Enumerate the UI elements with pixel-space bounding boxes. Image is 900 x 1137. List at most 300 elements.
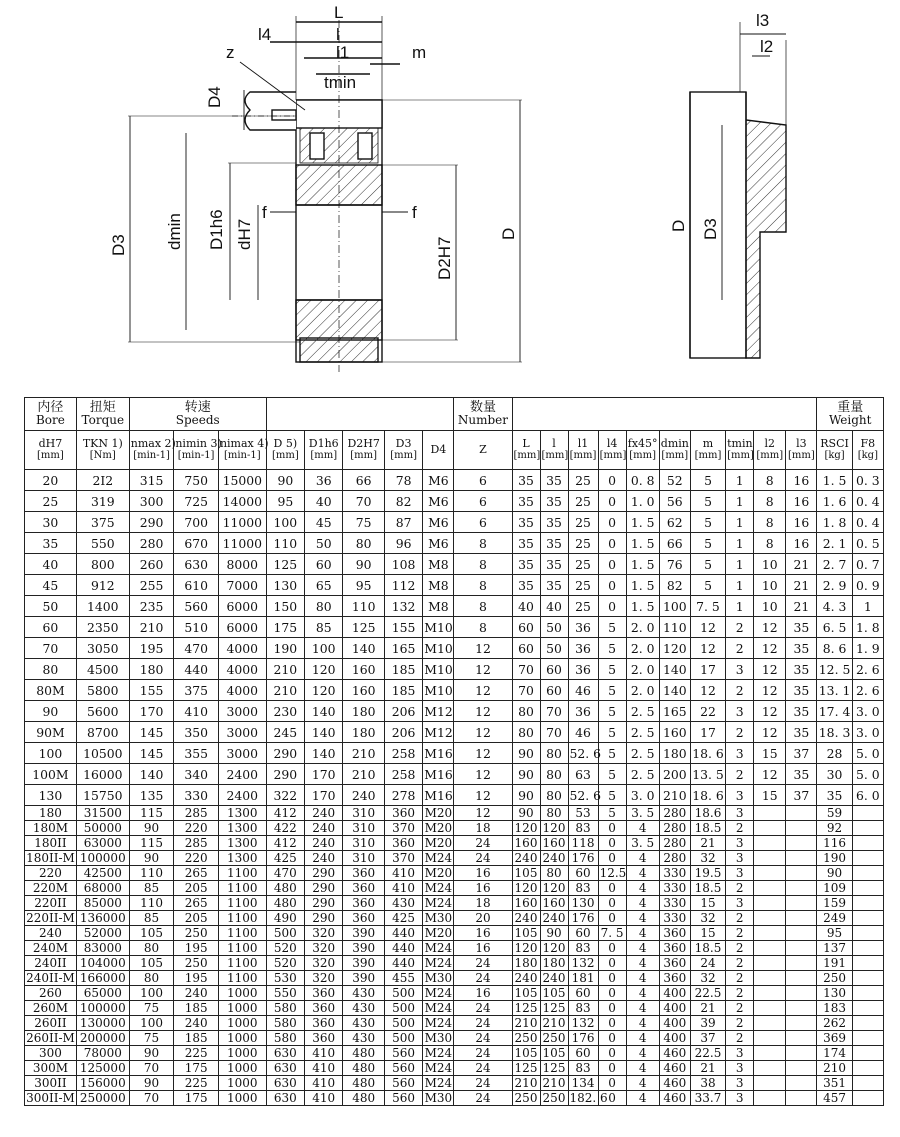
table-cell: 155	[384, 617, 422, 638]
table-cell: 120	[540, 821, 568, 836]
table-cell: 2	[726, 821, 754, 836]
table-cell: 290	[266, 764, 304, 785]
table-cell: 440	[384, 926, 422, 941]
table-cell: 150	[266, 596, 304, 617]
table-cell: 40	[540, 596, 568, 617]
table-cell: 3. 0	[852, 722, 883, 743]
table-cell: 4	[626, 971, 659, 986]
table-cell: 4	[626, 956, 659, 971]
table-cell: 87	[384, 512, 422, 533]
table-cell: 120	[540, 881, 568, 896]
table-cell: 457	[817, 1091, 852, 1106]
table-cell: 220II	[25, 896, 77, 911]
table-cell: 180	[540, 956, 568, 971]
table-cell: 115	[129, 836, 174, 851]
table-cell: 440	[384, 956, 422, 971]
table-cell: 1000	[218, 1031, 266, 1046]
table-row	[25, 1076, 884, 1091]
table-cell	[852, 1031, 883, 1046]
table-cell: 560	[384, 1046, 422, 1061]
table-cell: 1000	[218, 986, 266, 1001]
table-cell: 4	[626, 896, 659, 911]
table-cell: 195	[174, 941, 219, 956]
table-cell: 725	[174, 491, 219, 512]
table-row	[25, 1016, 884, 1031]
table-cell: 116	[817, 836, 852, 851]
table-cell	[786, 941, 817, 956]
table-cell: 45	[305, 512, 343, 533]
table-cell: 2	[726, 881, 754, 896]
table-cell: 3000	[218, 722, 266, 743]
table-cell: 110	[129, 866, 174, 881]
table-cell: 2. 5	[626, 701, 659, 722]
table-cell: 0. 5	[852, 533, 883, 554]
table-cell: 90	[512, 743, 540, 764]
table-cell: 1300	[218, 836, 266, 851]
table-cell: 50	[540, 638, 568, 659]
table-cell: 580	[266, 1016, 304, 1031]
table-cell: 36	[568, 638, 598, 659]
table-cell: 110	[129, 896, 174, 911]
table-cell: 580	[266, 1001, 304, 1016]
table-cell: 4	[626, 926, 659, 941]
table-cell: 225	[174, 1046, 219, 1061]
table-cell: 265	[174, 866, 219, 881]
table-cell	[852, 1046, 883, 1061]
table-cell: 35	[512, 554, 540, 575]
table-cell: 220	[174, 821, 219, 836]
table-cell: 75	[129, 1001, 174, 1016]
table-row	[25, 971, 884, 986]
table-cell: 137	[817, 941, 852, 956]
table-cell: 18. 3	[817, 722, 852, 743]
table-cell: 53	[568, 806, 598, 821]
table-cell: 165	[384, 638, 422, 659]
table-cell: 38	[690, 1076, 725, 1091]
table-cell: 351	[817, 1076, 852, 1091]
table-cell: 15000	[218, 470, 266, 491]
table-cell: 205	[174, 911, 219, 926]
table-cell: 36	[568, 701, 598, 722]
table-cell: 240	[540, 851, 568, 866]
table-cell: 210	[659, 785, 690, 806]
table-cell: 35	[786, 701, 817, 722]
table-cell: 24	[454, 836, 512, 851]
table-cell: 280	[659, 821, 690, 836]
table-cell: 3	[726, 1046, 754, 1061]
table-cell: 92	[817, 821, 852, 836]
table-cell: 39	[690, 1016, 725, 1031]
label-L: L	[334, 3, 344, 22]
table-row	[25, 554, 884, 575]
table-cell: M12	[423, 701, 454, 722]
table-cell: 90	[512, 785, 540, 806]
table-row	[25, 896, 884, 911]
table-cell: 2	[726, 926, 754, 941]
table-cell: 210	[540, 1016, 568, 1031]
table-cell: 1	[726, 596, 754, 617]
table-cell: 0	[598, 1046, 626, 1061]
table-cell: 83	[568, 1001, 598, 1016]
table-cell: 85	[129, 881, 174, 896]
spec-body	[25, 470, 884, 1106]
table-cell: 35	[786, 659, 817, 680]
table-cell: 18. 6	[690, 785, 725, 806]
table-cell: M16	[423, 764, 454, 785]
table-cell: 1. 5	[626, 596, 659, 617]
table-cell: 3050	[76, 638, 129, 659]
table-cell: 6	[454, 491, 512, 512]
table-cell	[852, 956, 883, 971]
table-cell: 90	[817, 866, 852, 881]
table-cell	[786, 986, 817, 1001]
table-cell: 5. 0	[852, 743, 883, 764]
table-cell: 160	[512, 836, 540, 851]
table-cell: 912	[76, 575, 129, 596]
table-cell: 100	[129, 1016, 174, 1031]
table-cell: 310	[343, 821, 384, 836]
table-cell: 80	[305, 596, 343, 617]
table-cell: 60	[25, 617, 77, 638]
table-cell: 8	[754, 491, 786, 512]
table-row	[25, 911, 884, 926]
column-header: fx45° [mm]	[626, 431, 659, 470]
table-cell: 200000	[76, 1031, 129, 1046]
column-header: dmin [mm]	[659, 431, 690, 470]
table-cell	[852, 986, 883, 1001]
table-cell: 90	[512, 806, 540, 821]
table-cell	[852, 806, 883, 821]
table-cell: 560	[384, 1061, 422, 1076]
table-cell	[754, 836, 786, 851]
table-cell	[852, 1016, 883, 1031]
table-cell: 0. 8	[626, 470, 659, 491]
table-cell: 12.5	[599, 866, 627, 880]
table-cell: 210	[343, 743, 384, 764]
table-cell: 50	[305, 533, 343, 554]
table-cell	[852, 941, 883, 956]
table-cell: 160	[343, 680, 384, 701]
table-cell: 210	[512, 1076, 540, 1091]
table-cell: 112	[384, 575, 422, 596]
table-cell: 75	[343, 512, 384, 533]
table-cell: 210	[817, 1061, 852, 1076]
table-cell: 52. 6	[568, 743, 598, 764]
table-cell	[754, 1001, 786, 1016]
table-cell: M24	[424, 1046, 453, 1060]
table-row	[25, 617, 884, 638]
table-cell: 16	[786, 512, 817, 533]
table-cell: 4000	[218, 659, 266, 680]
table-cell: 410	[384, 881, 422, 896]
table-cell: 410	[174, 701, 219, 722]
column-header: nmax 2) [min-1]	[129, 431, 174, 470]
table-cell: 24	[454, 971, 512, 986]
table-cell: 185	[174, 1031, 219, 1046]
table-cell: 175	[266, 617, 304, 638]
table-cell: 35	[786, 617, 817, 638]
table-cell: 375	[174, 680, 219, 701]
table-cell: 630	[266, 1046, 304, 1061]
table-cell: 108	[384, 554, 422, 575]
table-cell: 1100	[218, 941, 266, 956]
table-cell: 36	[568, 659, 598, 680]
table-cell	[786, 911, 817, 926]
table-cell: 83	[568, 1061, 598, 1076]
column-header: l2 [mm]	[754, 431, 786, 470]
table-cell: M10	[423, 638, 454, 659]
table-cell: 360	[343, 881, 384, 896]
table-cell: 3. 0	[626, 785, 659, 806]
table-cell: 220M	[25, 881, 77, 896]
table-cell: 12	[690, 680, 725, 701]
label-D1h6: D1h6	[207, 209, 226, 250]
table-cell: 8	[454, 596, 512, 617]
table-cell: 180	[659, 743, 690, 764]
table-cell: 32	[690, 971, 725, 986]
table-cell: 18	[454, 821, 512, 836]
table-cell: 25	[568, 512, 598, 533]
table-cell: 70	[512, 659, 540, 680]
table-cell	[754, 1031, 786, 1046]
table-cell: 360	[305, 1031, 343, 1046]
table-cell: 105	[540, 986, 568, 1001]
table-cell: 1. 9	[852, 638, 883, 659]
table-cell: 412	[266, 836, 304, 851]
table-cell: 3	[726, 836, 754, 851]
table-cell	[852, 866, 883, 881]
table-cell	[754, 911, 786, 926]
table-cell: 12	[454, 785, 512, 806]
table-row	[25, 596, 884, 617]
table-cell: 170	[305, 764, 343, 785]
column-header: l1 [mm]	[568, 431, 598, 470]
table-cell: 180	[25, 806, 77, 821]
table-cell: 550	[76, 533, 129, 554]
table-cell: 110	[343, 596, 384, 617]
technical-drawings	[0, 0, 900, 395]
table-cell: M24	[424, 1076, 453, 1090]
table-cell: 1. 5	[626, 575, 659, 596]
table-cell: 320	[305, 971, 343, 986]
label-D2H7: D2H7	[435, 236, 454, 280]
table-cell: 2400	[218, 764, 266, 785]
table-cell: M24	[424, 896, 453, 910]
table-cell: 225	[174, 1076, 219, 1091]
table-cell: 210	[512, 1016, 540, 1031]
label-D3-side: D3	[701, 218, 720, 240]
table-cell: 290	[129, 512, 174, 533]
table-cell: 2	[726, 956, 754, 971]
table-cell: 5	[598, 722, 626, 743]
table-cell: 0	[598, 851, 626, 866]
table-cell: 0	[598, 881, 626, 896]
table-cell: 76	[659, 554, 690, 575]
table-cell: 0	[598, 1031, 626, 1046]
table-cell: 12	[454, 638, 512, 659]
table-cell: 390	[343, 941, 384, 956]
table-cell: 1. 5	[626, 554, 659, 575]
table-cell: 3	[726, 701, 754, 722]
table-cell: 28	[817, 743, 852, 764]
table-cell: 90	[343, 554, 384, 575]
table-cell: 1. 5	[626, 533, 659, 554]
table-cell: 70	[129, 1091, 174, 1106]
table-cell: 0	[598, 1076, 626, 1091]
table-row	[25, 638, 884, 659]
table-cell: 63000	[76, 836, 129, 851]
table-cell: 24	[454, 1001, 512, 1016]
table-cell: 8	[754, 533, 786, 554]
table-cell: 36	[568, 617, 598, 638]
table-cell: 90	[266, 470, 304, 491]
table-cell	[786, 971, 817, 986]
table-cell: 430	[343, 1016, 384, 1031]
table-cell: 6	[454, 512, 512, 533]
table-cell: 8	[754, 470, 786, 491]
table-cell: 8	[454, 533, 512, 554]
table-cell: 180	[129, 659, 174, 680]
table-cell: 0	[598, 1091, 626, 1106]
table-cell: 410	[305, 1091, 343, 1106]
label-D3: D3	[109, 234, 128, 256]
drawing-labels	[109, 3, 773, 280]
table-cell: 240	[540, 971, 568, 986]
table-cell: 176	[568, 851, 598, 866]
table-cell: 670	[174, 533, 219, 554]
table-cell: 330	[659, 911, 690, 926]
table-cell: 5	[690, 512, 725, 533]
table-cell: 460	[659, 1061, 690, 1076]
table-cell: 180II-M	[26, 851, 75, 865]
table-row	[25, 470, 884, 491]
table-cell: 100000	[76, 851, 129, 866]
table-cell: M8	[423, 575, 454, 596]
table-cell: 105	[512, 1046, 540, 1061]
table-cell: 160	[540, 836, 568, 851]
table-cell: 360	[343, 866, 384, 881]
table-cell: 3	[726, 851, 754, 866]
table-cell: 1000	[218, 1001, 266, 1016]
table-cell: 4	[626, 1016, 659, 1031]
table-cell: 2	[726, 764, 754, 785]
table-cell: 430	[343, 986, 384, 1001]
table-cell: 3000	[218, 701, 266, 722]
table-cell: 260II-M	[26, 1031, 75, 1045]
table-cell: 11000	[218, 533, 266, 554]
table-cell: 4000	[218, 680, 266, 701]
table-cell: 4	[626, 881, 659, 896]
table-cell: 1100	[218, 866, 266, 881]
table-cell: 25	[568, 491, 598, 512]
table-cell: 130	[266, 575, 304, 596]
table-cell: 35	[786, 722, 817, 743]
table-cell: 160	[659, 722, 690, 743]
table-cell: 206	[384, 722, 422, 743]
table-cell: 0	[598, 491, 626, 512]
table-cell: 560	[384, 1091, 422, 1106]
table-cell: 85000	[76, 896, 129, 911]
table-cell: 0. 4	[852, 512, 883, 533]
table-cell: 90	[540, 926, 568, 941]
table-cell: 65000	[76, 986, 129, 1001]
table-cell: 90	[129, 851, 174, 866]
column-header: l3 [mm]	[786, 431, 817, 470]
table-cell: 145	[129, 722, 174, 743]
table-cell: 80	[512, 722, 540, 743]
column-header: D 5) [mm]	[266, 431, 304, 470]
table-cell: 205	[174, 881, 219, 896]
table-cell: 2. 5	[626, 722, 659, 743]
table-cell: 0	[598, 554, 626, 575]
table-cell: 5	[690, 533, 725, 554]
table-cell	[754, 941, 786, 956]
table-cell: 80	[512, 701, 540, 722]
table-cell: 3	[726, 866, 754, 881]
table-cell: 4. 3	[817, 596, 852, 617]
table-cell: 430	[384, 896, 422, 911]
table-cell: 240	[305, 821, 343, 836]
table-cell: 370	[384, 851, 422, 866]
table-cell: 0	[598, 911, 626, 926]
label-D: D	[499, 227, 518, 240]
table-cell: 630	[174, 554, 219, 575]
table-cell: 3	[726, 1091, 754, 1106]
table-cell: 1	[852, 596, 883, 617]
table-cell: 250000	[76, 1091, 129, 1106]
column-header: m [mm]	[690, 431, 725, 470]
table-cell: 3. 5	[626, 836, 659, 851]
table-cell: 290	[266, 743, 304, 764]
table-cell	[786, 866, 817, 881]
table-cell	[852, 896, 883, 911]
table-cell: 160	[512, 896, 540, 911]
table-cell: 16	[454, 941, 512, 956]
column-header: RSCI [kg]	[817, 431, 852, 470]
table-row	[25, 1091, 884, 1106]
table-cell: 105	[512, 926, 540, 941]
table-cell: M30	[424, 1091, 453, 1105]
table-cell: 35	[540, 575, 568, 596]
table-cell: 12	[454, 743, 512, 764]
table-cell: 3	[726, 806, 754, 821]
table-cell: 1	[726, 512, 754, 533]
table-cell: 195	[174, 971, 219, 986]
table-cell: 125	[343, 617, 384, 638]
table-row	[25, 491, 884, 512]
table-cell: 130	[568, 896, 598, 911]
table-cell: 50	[25, 596, 77, 617]
table-row	[25, 956, 884, 971]
column-header: TKN 1) [Nm]	[76, 431, 129, 470]
table-cell: 75	[129, 1031, 174, 1046]
table-cell: 83000	[76, 941, 129, 956]
table-cell: 100	[25, 743, 77, 764]
table-cell: 132	[568, 1016, 598, 1031]
table-cell: 35	[25, 533, 77, 554]
group-weight: 重量 Weight	[817, 398, 884, 431]
label-l1: l1	[336, 43, 350, 62]
table-cell	[852, 1061, 883, 1076]
table-cell: 35	[540, 491, 568, 512]
table-cell: 180	[343, 722, 384, 743]
table-cell: 8700	[76, 722, 129, 743]
table-cell: 6000	[218, 617, 266, 638]
table-cell: 25	[568, 533, 598, 554]
table-cell: 2. 0	[626, 638, 659, 659]
table-cell: M24	[424, 1061, 453, 1075]
table-cell: 195	[129, 638, 174, 659]
